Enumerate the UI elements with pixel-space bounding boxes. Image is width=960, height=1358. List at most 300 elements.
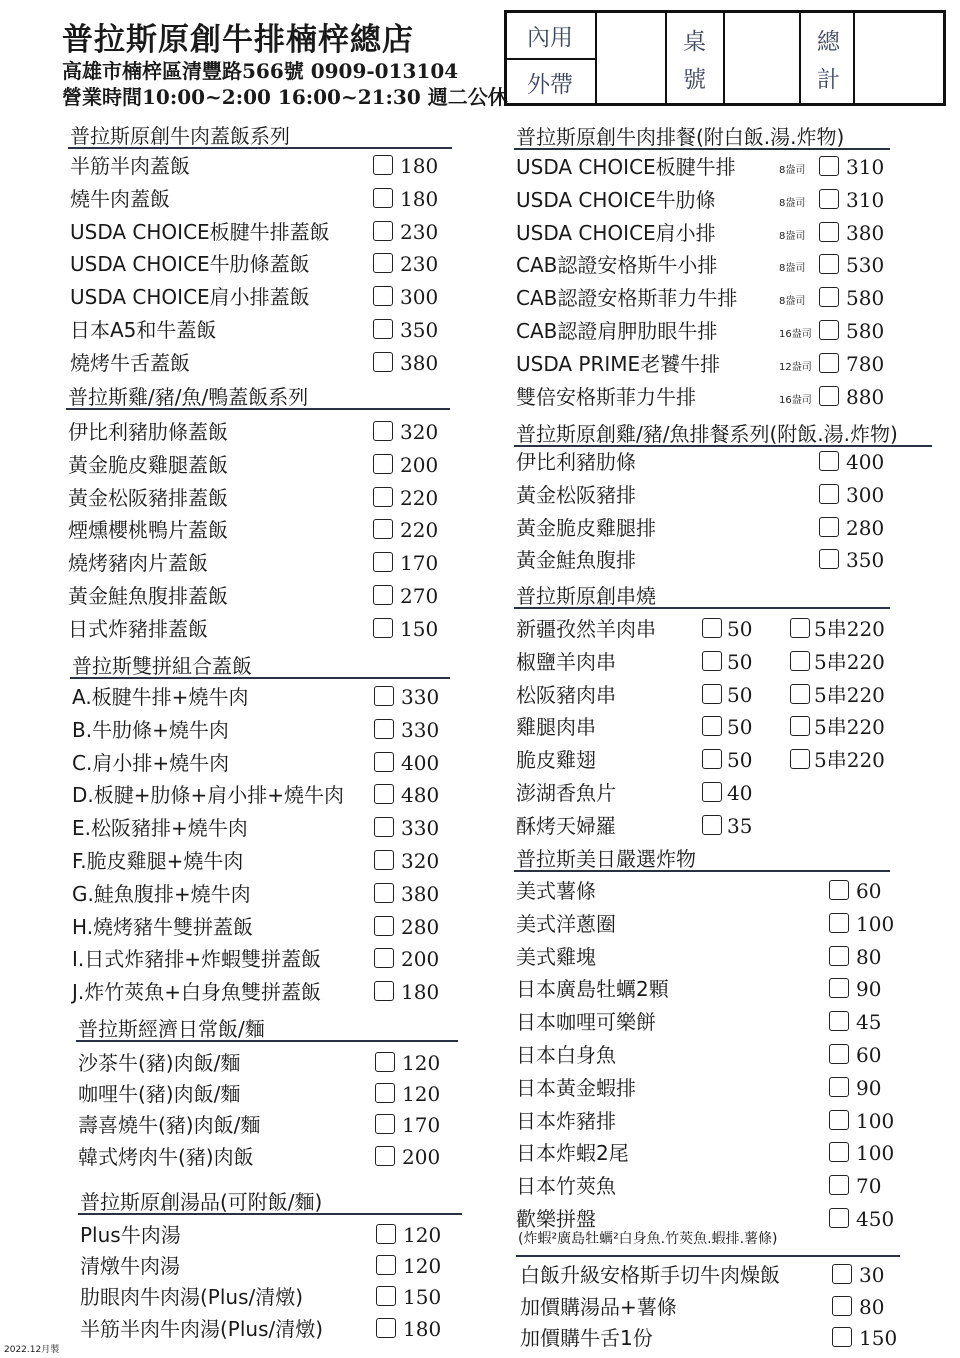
menu-item-name: G.鮭魚腹排+燒牛肉	[72, 881, 251, 906]
portion-size: 16盎司	[779, 394, 812, 406]
menu-item-name: E.松阪豬排+燒牛肉	[72, 816, 248, 841]
section-divider	[514, 148, 890, 150]
print-date: 2022.12月製	[4, 1345, 60, 1355]
menu-item-name: USDA CHOICE板腱牛排	[516, 155, 736, 179]
set-price: 5串220	[814, 617, 885, 641]
order-checkbox[interactable]	[373, 352, 393, 372]
order-checkbox[interactable]	[373, 286, 393, 306]
menu-item-name: J.炸竹莢魚+白身魚雙拼蓋飯	[72, 980, 322, 1005]
portion-size: 8盎司	[779, 230, 806, 242]
menu-item-row	[516, 1172, 909, 1202]
section-divider	[514, 607, 890, 609]
order-checkbox[interactable]	[819, 549, 839, 569]
order-checkbox[interactable]	[374, 883, 394, 903]
order-checkbox[interactable]	[829, 1011, 849, 1031]
set-order-checkbox[interactable]	[790, 684, 810, 704]
order-checkbox[interactable]	[373, 221, 393, 241]
menu-item-row	[78, 1049, 455, 1079]
menu-item-price: 380	[400, 350, 439, 375]
menu-item-row	[70, 185, 453, 215]
menu-item-price: 80	[859, 1294, 885, 1319]
order-checkbox[interactable]	[376, 1318, 396, 1338]
order-checkbox[interactable]	[374, 981, 394, 1001]
menu-item-price: 280	[401, 914, 440, 939]
menu-item-row	[516, 681, 885, 711]
menu-item-name: 酥烤天婦羅	[516, 813, 616, 838]
menu-item-name: 日本竹莢魚	[516, 1174, 616, 1199]
order-checkbox[interactable]	[702, 618, 722, 638]
set-order-checkbox[interactable]	[790, 749, 810, 769]
menu-item-price: 350	[846, 548, 885, 573]
menu-item-row	[70, 152, 453, 182]
menu-item-name: F.脆皮雞腿+燒牛肉	[72, 849, 244, 873]
section-title: 普拉斯原創牛肉蓋飯系列	[70, 124, 290, 148]
menu-item-name: 燒烤豬肉片蓋飯	[68, 551, 208, 576]
menu-item-price: 150	[859, 1326, 898, 1350]
section-divider	[66, 408, 450, 410]
menu-item-price: 70	[856, 1174, 882, 1199]
menu-item-price: 80	[856, 944, 882, 969]
set-order-checkbox[interactable]	[790, 651, 810, 671]
order-checkbox[interactable]	[376, 1255, 396, 1275]
menu-item-name: 燒牛肉蓋飯	[70, 186, 170, 211]
menu-item-name: 黃金鮭魚腹排	[516, 548, 636, 573]
menu-item-name: 雙倍安格斯菲力牛排	[516, 384, 696, 409]
order-checkbox[interactable]	[373, 487, 393, 507]
menu-item-row	[516, 779, 782, 809]
section-title: 普拉斯原創牛肉排餐(附白飯.湯.炸物)	[516, 125, 845, 149]
section-divider	[70, 677, 450, 679]
set-price: 5串220	[814, 682, 885, 707]
menu-item-name: C.肩小排+燒牛肉	[72, 750, 230, 775]
menu-item-name: 白飯升級安格斯手切牛肉燥飯	[520, 1263, 780, 1287]
menu-item-row	[520, 1293, 912, 1323]
menu-item-price: 880	[846, 384, 885, 409]
section-title: 普拉斯原創串燒	[516, 584, 656, 608]
order-checkbox[interactable]	[373, 618, 393, 638]
menu-item-price: 50	[727, 682, 753, 707]
menu-item-row	[72, 814, 454, 844]
section-divider	[78, 1213, 462, 1215]
menu-item-row	[80, 1252, 456, 1282]
menu-item-price: 50	[727, 715, 753, 740]
menu-item-name: 煙燻櫻桃鴨片蓋飯	[68, 518, 228, 543]
menu-item-name: USDA CHOICE板腱牛排蓋飯	[70, 219, 330, 244]
menu-item-price: 400	[401, 750, 440, 775]
total-label-2: 計	[817, 67, 840, 93]
order-checkbox[interactable]	[373, 454, 393, 474]
order-checkbox[interactable]	[702, 749, 722, 769]
section-title: 普拉斯原創湯品(可附飯/麵)	[80, 1190, 323, 1214]
order-checkbox[interactable]	[819, 287, 839, 307]
menu-item-row	[516, 975, 909, 1005]
menu-item-name: Plus牛肉湯	[80, 1223, 181, 1247]
menu-item-name: 日本炸豬排	[516, 1108, 616, 1133]
menu-item-price: 35	[727, 813, 753, 838]
table-label-2: 號	[683, 67, 706, 93]
takeout-label: 外帶	[527, 72, 573, 98]
menu-item-name: 黃金松阪豬排蓋飯	[68, 485, 228, 510]
menu-item-price: 120	[402, 1082, 441, 1107]
order-checkbox[interactable]	[819, 353, 839, 373]
menu-item-row	[520, 1261, 912, 1291]
order-checkbox[interactable]	[832, 1327, 852, 1347]
portion-size: 8盎司	[779, 296, 806, 308]
menu-item-price: 320	[400, 420, 439, 444]
menu-item-name: USDA CHOICE牛肋條蓋飯	[70, 252, 310, 277]
section-title: 普拉斯美日嚴選炸物	[516, 847, 696, 871]
dine-in-label: 內用	[527, 25, 573, 51]
order-checkbox[interactable]	[376, 1286, 396, 1306]
order-checkbox[interactable]	[829, 880, 849, 900]
portion-size: 8盎司	[779, 165, 806, 176]
menu-item-price: 330	[401, 685, 440, 709]
menu-item-name: USDA PRIME老饕牛排	[516, 351, 721, 376]
menu-item-name: 新疆孜然羊肉串	[516, 617, 656, 641]
menu-item-name: USDA CHOICE肩小排	[516, 220, 716, 245]
menu-item-price: 200	[400, 452, 439, 477]
menu-item-row	[516, 877, 909, 907]
menu-item-name: USDA CHOICE肩小排蓋飯	[70, 285, 310, 310]
section-title: 普拉斯雙拼組合蓋飯	[72, 654, 252, 678]
total-label-1: 總	[817, 29, 840, 55]
menu-item-row	[516, 284, 899, 314]
menu-item-price: 320	[401, 849, 440, 873]
portion-size: 8盎司	[779, 197, 806, 209]
menu-item-price: 180	[401, 980, 440, 1005]
menu-item-name: 日本廣島牡蠣2顆	[516, 977, 669, 1002]
menu-item-row	[516, 1074, 909, 1104]
order-checkbox[interactable]	[373, 519, 393, 539]
menu-item-row	[516, 648, 885, 678]
menu-item-name: B.牛肋條+燒牛肉	[72, 717, 229, 742]
menu-item-price: 280	[846, 515, 885, 540]
menu-item-price: 180	[400, 186, 439, 211]
menu-item-price: 230	[400, 219, 439, 244]
portion-size: 16盎司	[779, 329, 812, 340]
menu-item-row	[72, 781, 454, 811]
menu-item-row	[70, 349, 453, 379]
menu-item-row	[516, 546, 899, 576]
menu-item-price: 150	[400, 616, 439, 641]
menu-item-price: 310	[846, 187, 885, 212]
order-checkbox[interactable]	[374, 784, 394, 804]
order-checkbox[interactable]	[819, 222, 839, 242]
order-checkbox[interactable]	[819, 254, 839, 274]
menu-item-price: 60	[856, 879, 882, 903]
order-checkbox[interactable]	[373, 585, 393, 605]
menu-item-price: 30	[859, 1263, 885, 1287]
menu-item-name: 日本黃金蝦排	[516, 1075, 636, 1100]
order-checkbox[interactable]	[829, 913, 849, 933]
menu-item-row	[68, 615, 453, 645]
order-checkbox[interactable]	[374, 817, 394, 837]
menu-item-name: H.燒烤豬牛雙拼蓋飯	[72, 914, 254, 939]
menu-item-row	[72, 683, 454, 713]
order-checkbox[interactable]	[373, 421, 393, 441]
menu-item-row	[72, 716, 454, 746]
order-checkbox[interactable]	[373, 253, 393, 273]
order-checkbox[interactable]	[829, 1175, 849, 1195]
menu-item-name: 黃金脆皮雞腿排	[516, 515, 656, 540]
menu-item-price: 200	[402, 1144, 441, 1169]
menu-item-price: 580	[846, 286, 885, 311]
menu-item-name: CAB認證安格斯牛小排	[516, 253, 718, 278]
menu-item-row	[68, 418, 453, 448]
order-checkbox[interactable]	[375, 1114, 395, 1134]
section-title: 普拉斯原創雞/豬/魚排餐系列(附飯.湯.炸物)	[516, 422, 898, 446]
menu-item-name: CAB認證肩胛肋眼牛排	[516, 319, 718, 343]
menu-item-row	[72, 847, 454, 877]
menu-item-row	[72, 749, 454, 779]
menu-item-name: 半筋半肉蓋飯	[70, 154, 190, 178]
menu-item-row	[516, 153, 899, 183]
order-info-box	[504, 10, 946, 106]
menu-item-row	[78, 1143, 455, 1173]
menu-item-name: 雞腿肉串	[516, 715, 596, 740]
menu-item-row	[516, 615, 885, 645]
menu-item-price: 50	[727, 649, 753, 674]
menu-item-name: 黃金松阪豬排	[516, 482, 636, 507]
menu-item-price: 45	[856, 1010, 882, 1035]
order-checkbox[interactable]	[373, 155, 393, 175]
section-divider	[514, 870, 890, 872]
menu-item-row	[68, 516, 453, 546]
menu-item-price: 90	[856, 977, 882, 1002]
order-checkbox[interactable]	[819, 517, 839, 537]
order-checkbox[interactable]	[375, 1083, 395, 1103]
order-checkbox[interactable]	[702, 782, 722, 802]
order-checkbox[interactable]	[374, 719, 394, 739]
order-checkbox[interactable]	[375, 1052, 395, 1072]
menu-item-name: 美式洋蔥圈	[516, 911, 616, 936]
section-divider	[76, 1040, 458, 1042]
menu-item-row	[516, 1107, 909, 1137]
menu-item-name: 燒烤牛舌蓋飯	[70, 350, 190, 375]
menu-item-row	[520, 1324, 912, 1354]
menu-item-price: 150	[403, 1285, 442, 1310]
menu-item-name: 壽喜燒牛(豬)肉飯/麵	[78, 1113, 261, 1138]
section-title: 普拉斯雞/豬/魚/鴨蓋飯系列	[68, 385, 309, 409]
menu-item-name: I.日式炸豬排+炸蝦雙拼蓋飯	[72, 947, 322, 972]
order-checkbox[interactable]	[819, 484, 839, 504]
menu-item-name: 伊比利豬肋條	[516, 450, 636, 474]
menu-item-row	[516, 448, 899, 478]
menu-item-price: 580	[846, 319, 885, 343]
menu-item-price: 50	[727, 748, 753, 773]
menu-item-name: 松阪豬肉串	[516, 682, 616, 707]
menu-item-name: USDA CHOICE牛肋條	[516, 187, 716, 212]
menu-item-row	[68, 582, 453, 612]
menu-item-name: 脆皮雞翅	[516, 748, 596, 773]
order-checkbox[interactable]	[702, 815, 722, 835]
store-hours: 營業時間10:00~2:00 16:00~21:30 週二公休	[62, 85, 508, 109]
menu-item-name: 加價購湯品+薯條	[520, 1294, 677, 1319]
menu-item-row	[72, 880, 454, 910]
menu-item-row	[70, 316, 453, 346]
order-checkbox[interactable]	[819, 156, 839, 176]
order-checkbox[interactable]	[829, 978, 849, 998]
menu-item-row	[516, 481, 899, 511]
menu-item-price: 780	[846, 351, 885, 376]
menu-item-price: 400	[846, 450, 885, 474]
menu-item-row	[72, 978, 454, 1008]
menu-item-row	[516, 350, 899, 380]
menu-item-price: 480	[401, 783, 440, 808]
menu-item-price: 120	[403, 1223, 442, 1247]
menu-item-row	[78, 1111, 455, 1141]
menu-item-row	[80, 1221, 456, 1251]
menu-item-row	[80, 1283, 456, 1313]
order-checkbox[interactable]	[829, 1208, 849, 1228]
menu-item-price: 350	[400, 318, 439, 342]
order-checkbox[interactable]	[374, 916, 394, 936]
menu-item-name: 日本炸蝦2尾	[516, 1141, 629, 1166]
menu-item-row	[516, 1041, 909, 1071]
set-order-checkbox[interactable]	[790, 618, 810, 638]
menu-item-name: 日本白身魚	[516, 1043, 616, 1067]
platter-note: (炸蝦²廣島牡蠣²白身魚.竹莢魚.蝦排.薯條)	[518, 1231, 778, 1247]
menu-item-name: 清燉牛肉湯	[80, 1254, 180, 1279]
order-checkbox[interactable]	[819, 386, 839, 406]
menu-item-price: 310	[846, 155, 885, 179]
order-checkbox[interactable]	[829, 1044, 849, 1064]
menu-item-name: 椒鹽羊肉串	[516, 649, 616, 674]
order-checkbox[interactable]	[829, 1142, 849, 1162]
section-divider	[516, 1255, 900, 1257]
menu-item-name: 美式薯條	[516, 879, 596, 903]
menu-item-price: 170	[402, 1113, 441, 1138]
menu-item-name: 黃金鮭魚腹排蓋飯	[68, 584, 228, 608]
menu-item-row	[516, 251, 899, 281]
store-title: 普拉斯原創牛排楠梓總店	[62, 22, 414, 58]
order-checkbox[interactable]	[374, 948, 394, 968]
menu-item-name: D.板腱+肋條+肩小排+燒牛肉	[72, 783, 345, 808]
menu-item-name: 日式炸豬排蓋飯	[68, 616, 208, 641]
menu-item-price: 230	[400, 252, 439, 277]
menu-item-price: 330	[401, 816, 440, 841]
set-price: 5串220	[814, 748, 885, 773]
menu-item-name: 美式雞塊	[516, 944, 596, 969]
order-checkbox[interactable]	[819, 189, 839, 209]
menu-item-name: 伊比利豬肋條蓋飯	[68, 420, 228, 444]
order-checkbox[interactable]	[374, 752, 394, 772]
store-address-phone: 高雄市楠梓區清豐路566號 0909-013104	[62, 59, 459, 83]
portion-size: 8盎司	[779, 263, 806, 275]
menu-item-row	[516, 186, 899, 216]
menu-item-row	[70, 218, 453, 248]
menu-item-price: 180	[403, 1316, 442, 1341]
menu-item-name: 日本咖哩可樂餅	[516, 1010, 656, 1035]
menu-item-row	[72, 945, 454, 975]
menu-item-price: 380	[401, 881, 440, 906]
menu-item-price: 50	[727, 617, 753, 641]
order-checkbox[interactable]	[829, 946, 849, 966]
menu-item-name: 加價購牛舌1份	[520, 1326, 653, 1350]
menu-item-row	[70, 250, 453, 280]
menu-item-price: 90	[856, 1075, 882, 1100]
menu-item-price: 60	[856, 1043, 882, 1067]
set-order-checkbox[interactable]	[790, 716, 810, 736]
menu-item-row	[68, 451, 453, 481]
menu-item-row	[516, 514, 899, 544]
menu-item-price: 220	[400, 518, 439, 543]
order-checkbox[interactable]	[829, 1077, 849, 1097]
menu-item-row	[516, 383, 899, 413]
menu-item-price: 120	[402, 1051, 441, 1075]
menu-item-row	[516, 943, 909, 973]
menu-item-row	[70, 283, 453, 313]
menu-item-price: 380	[846, 220, 885, 245]
menu-item-price: 300	[400, 285, 439, 310]
menu-item-name: 半筋半肉牛肉湯(Plus/清燉)	[80, 1316, 324, 1341]
menu-item-row	[516, 910, 909, 940]
menu-item-price: 450	[856, 1207, 895, 1231]
portion-size: 12盎司	[779, 361, 812, 373]
order-checkbox[interactable]	[819, 451, 839, 471]
menu-item-price: 180	[400, 154, 439, 178]
menu-item-name: 澎湖香魚片	[516, 781, 616, 805]
menu-item-price: 100	[856, 1108, 895, 1133]
section-divider	[514, 445, 932, 447]
section-divider	[68, 147, 452, 149]
menu-item-row	[78, 1080, 455, 1110]
menu-item-row	[516, 317, 899, 347]
order-checkbox[interactable]	[373, 188, 393, 208]
section-title: 普拉斯經濟日常飯/麵	[78, 1017, 265, 1041]
menu-item-price: 100	[856, 1141, 895, 1166]
menu-item-price: 530	[846, 253, 885, 278]
order-checkbox[interactable]	[374, 686, 394, 706]
menu-item-name: 日本A5和牛蓋飯	[70, 318, 217, 342]
menu-item-row	[516, 1139, 909, 1169]
order-checkbox[interactable]	[374, 850, 394, 870]
menu-item-price: 200	[401, 947, 440, 972]
menu-item-name: 沙茶牛(豬)肉飯/麵	[78, 1051, 241, 1075]
order-checkbox[interactable]	[829, 1110, 849, 1130]
menu-item-name: 肋眼肉牛肉湯(Plus/清燉)	[80, 1285, 304, 1310]
menu-item-row	[516, 1008, 909, 1038]
order-checkbox[interactable]	[376, 1224, 396, 1244]
order-checkbox[interactable]	[702, 684, 722, 704]
menu-item-row	[72, 913, 454, 943]
menu-item-price: 220	[400, 485, 439, 510]
menu-item-row	[516, 219, 899, 249]
menu-item-price: 120	[403, 1254, 442, 1279]
order-checkbox[interactable]	[832, 1264, 852, 1284]
menu-item-price: 170	[400, 551, 439, 576]
menu-item-row	[68, 484, 453, 514]
menu-item-row	[516, 812, 782, 842]
order-checkbox[interactable]	[373, 552, 393, 572]
menu-item-row	[516, 713, 885, 743]
order-checkbox[interactable]	[832, 1296, 852, 1316]
menu-item-name: 黃金脆皮雞腿蓋飯	[68, 452, 228, 477]
menu-item-name: CAB認證安格斯菲力牛排	[516, 286, 738, 311]
order-checkbox[interactable]	[375, 1146, 395, 1166]
menu-item-name: 歡樂拼盤	[516, 1207, 596, 1231]
set-price: 5串220	[814, 649, 885, 674]
order-checkbox[interactable]	[702, 651, 722, 671]
menu-item-name: A.板腱牛排+燒牛肉	[72, 685, 249, 709]
menu-item-row	[516, 746, 885, 776]
order-checkbox[interactable]	[819, 320, 839, 340]
menu-item-price: 300	[846, 482, 885, 507]
menu-item-price: 40	[727, 781, 753, 805]
order-checkbox[interactable]	[373, 319, 393, 339]
order-checkbox[interactable]	[702, 716, 722, 736]
menu-item-row	[68, 549, 453, 579]
